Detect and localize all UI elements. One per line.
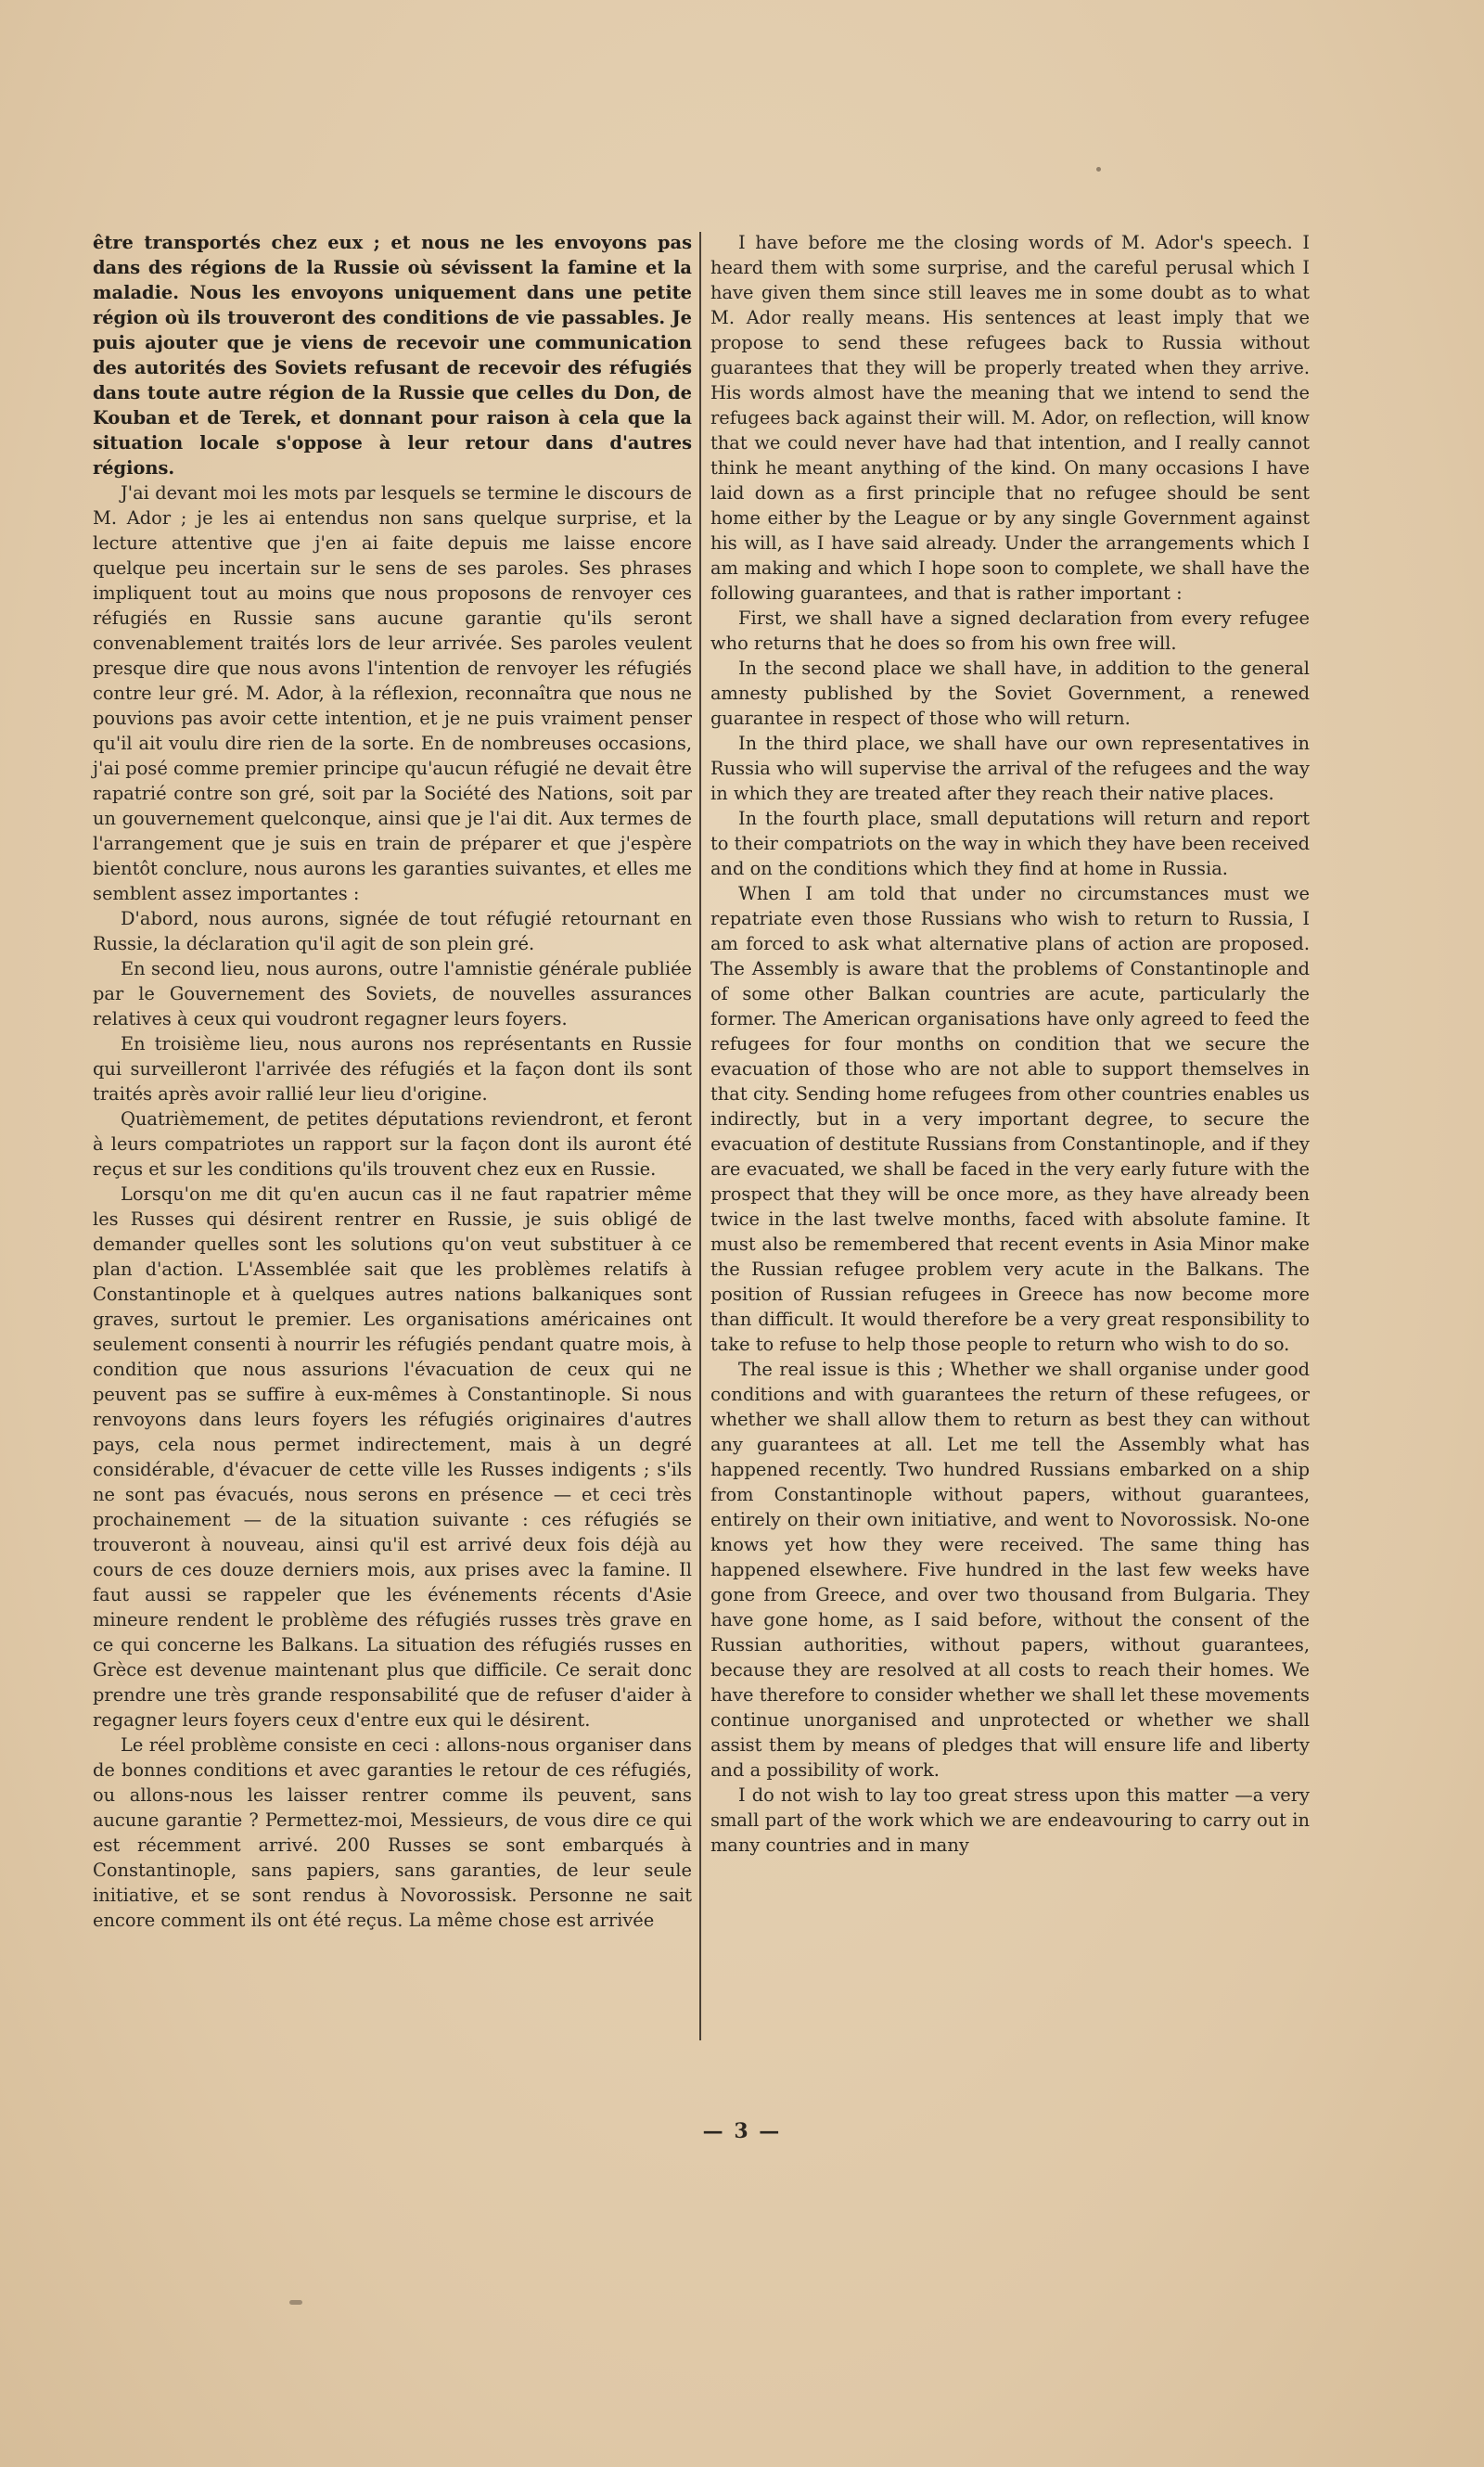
paragraph: When I am told that under no circumstances must we repatriate even those Russians who wish to return to Russia, I am forced to ask what alternative plans of action are proposed. The Assembly is aware that the problems of Constantinople and of some other Balkan countries are acute, particularly the former. The American organisations have only agreed to feed the refugees for four months on condition that we secure the evacuation of those who are not able to support themselves in that city. Sending home refugees from other countries enables us indirectly, but in a very important degree, to secure the evacuation of destitute Russians from Constantinople, and if they are evacuated, we shall be faced in the very early future with the prospect that they will be once more, as they have already been twice in the last twelve months, faced with absolute famine. It must also be remembered that recent events in Asia Minor make the Russian refugee problem very acute in the Balkans. The position of Russian refugees in Greece has now become more than difficult. It would therefore be a very great responsibility to take to refuse to help those people to return who wish to do so. [710,883,1310,1355]
paragraph: I have before me the closing words of M. Ador's speech. I heard them with some surprise, and the careful perusal which I have given them since still leaves me in some doubt as to what M. Ador really means. His sentences at least imply that we propose to send these refugees back to Russia without guarantees that they will be properly treated when they arrive. His words almost have the meaning that we intend to send the refugees back against their will. M. Ador, on reflection, will know that we could never have had that intention, and I really cannot think he meant anything of the kind. On many occasions I have laid down as a first principle that no refugee should be sent home either by the League or by any single Government against his will, as I have said already. Under the arrangements which I am making and which I hope soon to complete, we shall have the following guarantees, and that is rather important : [710,232,1310,604]
french-column [93,230,692,1933]
column-divider [699,232,701,2040]
paragraph: En troisième lieu, nous aurons nos représentants en Russie qui surveilleront l'arrivée des réfugiés et la façon dont ils sont traités après avoir rallié leur lieu d'origine. [93,1033,692,1105]
paragraph: D'abord, nous aurons, signée de tout réfugié retournant en Russie, la déclaration qu'il agit de son plein gré. [93,908,692,954]
paragraph: Quatrièmement, de petites députations reviendront, et feront à leurs compatriotes un rapport sur la façon dont ils auront été reçus et sur les conditions qu'ils trouvent chez eux en Russie. [93,1108,692,1180]
paragraph: In the third place, we shall have our own representatives in Russia who will supervise the arrival of the refugees and the way in which they are treated after they reach their native places. [710,733,1310,804]
paragraph: être transportés chez eux ; et nous ne les envoyons pas dans des régions de la Russie où sévissent la famine et la maladie. Nous les envoyons uniquement dans une petite région où ils trouveront des conditions de vie passables. Je puis ajouter que je viens de recevoir une communication des autorités des Soviets refusant de recevoir des réfugiés dans toute autre région de la Russie que celles du Don, de Kouban et de Terek, et donnant pour raison à cela que la situation locale s'oppose à leur retour dans d'autres régions. [93,232,692,479]
paper-speck [289,2300,302,2305]
paragraph: J'ai devant moi les mots par lesquels se termine le discours de M. Ador ; je les ai entendus non sans quelque surprise, et la lecture attentive que j'en ai faite depuis me laisse encore quelque peu incertain sur le sens de ses paroles. Ses phrases impliquent tout au moins que nous proposons de renvoyer ces réfugiés en Russie sans aucune garantie qu'ils seront convenablement traités lors de leur arrivée. Ses paroles veulent presque dire que nous avons l'intention de renvoyer les réfugiés contre leur gré. M. Ador, à la réflexion, reconnaîtra que nous ne pouvions pas avoir cette intention, et je ne puis vraiment penser qu'il ait voulu dire rien de la sorte. En de nombreuses occasions, j'ai posé comme premier principe qu'aucun réfugié ne devait être rapatrié contre son gré, soit par la Société des Nations, soit par un gouvernement quelconque, ainsi que je l'ai dit. Aux termes de l'arrangement que je suis en train de préparer et que j'espère bientôt conclure, nous aurons les garanties suivantes, et elles me semblent assez importantes : [93,482,692,904]
paper-speck [1096,167,1101,172]
paragraph: In the fourth place, small deputations will return and report to their compatriots on the way in which they have been received and on the conditions which they find at home in Russia. [710,808,1310,879]
paragraph: I do not wish to lay too great stress upon this matter —a very small part of the work which we are endeavouring to carry out in many countries and in many [710,1784,1310,1856]
english-column [710,230,1310,1858]
paragraph: Le réel problème consiste en ceci : allons-nous organiser dans de bonnes conditions et avec garanties le retour de ces réfugiés, ou allons-nous les laisser rentrer comme ils peuvent, sans aucune garantie ? Permettez-moi, Messieurs, de vous dire ce qui est récemment arrivé. 200 Russes se sont embarqués à Constantinople, sans papiers, sans garanties, de leur seule initiative, et se sont rendus à Novorossisk. Personne ne sait encore comment ils ont été reçus. La même chose est arrivée [93,1734,692,1931]
paragraph: Lorsqu'on me dit qu'en aucun cas il ne faut rapatrier même les Russes qui désirent rentrer en Russie, je suis obligé de demander quelles sont les solutions qu'on veut substituer à ce plan d'action. L'Assemblée sait que les problèmes relatifs à Constantinople et à quelques autres nations balkaniques sont graves, surtout le premier. Les organisations américaines ont seulement consenti à nourrir les réfugiés pendant quatre mois, à condition que nous assurions l'évacuation de ceux qui ne peuvent pas se suffire à eux-mêmes à Constantinople. Si nous renvoyons dans leurs foyers les réfugiés originaires d'autres pays, cela nous permet indirectement, mais à un degré considérable, d'évacuer de cette ville les Russes indigents ; s'ils ne sont pas évacués, nous serons en présence — et ceci très prochainement — de la situation suivante : ces réfugiés se trouveront à nouveau, ainsi qu'il est arrivé deux fois déjà au cours de ces douze derniers mois, aux prises avec la famine. Il faut aussi se rappeler que les événements récents d'Asie mineure rendent le problème des réfugiés russes très grave en ce qui concerne les Balkans. La situation des réfugiés russes en Grèce est devenue maintenant plus que difficile. Ce serait donc prendre une très grande responsabilité que de refuser d'aider à regagner leurs foyers ceux d'entre eux qui le désirent. [93,1183,692,1731]
paragraph: The real issue is this ; Whether we shall organise under good conditions and with guarantees the return of these refugees, or whether we shall allow them to return as best they can without any guarantees at all. Let me tell the Assembly what has happened recently. Two hundred Russians embarked on a ship from Constantinople without papers, without guarantees, entirely on their own initiative, and went to Novorossisk. No-one knows yet how they were received. The same thing has happened elsewhere. Five hundred in the last few weeks have gone from Greece, and over two thousand from Bulgaria. They have gone home, as I said before, without the consent of the Russian authorities, without papers, without guarantees, because they are resolved at all costs to reach their homes. We have therefore to consider whether we shall let these movements continue unorganised and unprotected or whether we shall assist them by means of pledges that will ensure life and liberty and a possibility of work. [710,1359,1310,1781]
paragraph: En second lieu, nous aurons, outre l'amnistie générale publiée par le Gouvernement des Soviets, de nouvelles assurances relatives à ceux qui voudront regagner leurs foyers. [93,958,692,1029]
paragraph: In the second place we shall have, in addition to the general amnesty published by the Soviet Government, a renewed guarantee in respect of those who will return. [710,658,1310,729]
paragraph: First, we shall have a signed declaration from every refugee who returns that he does so from his own free will. [710,607,1310,654]
page-number: — 3 — [702,2119,782,2143]
